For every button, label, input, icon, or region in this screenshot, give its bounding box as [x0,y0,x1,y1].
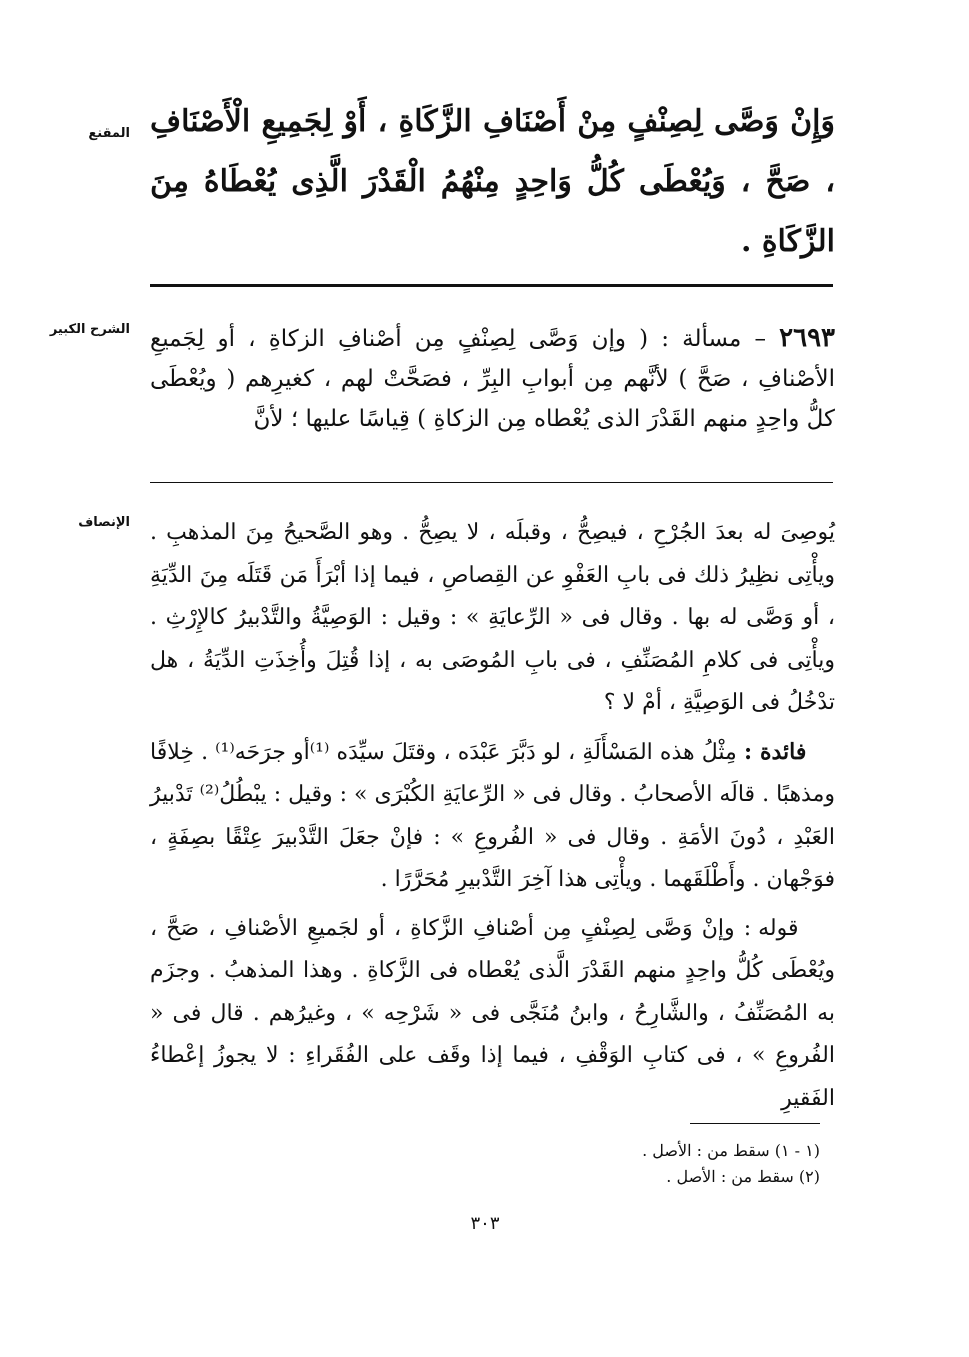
footnote-1: (١ - ١) سقط من : الأصل . [642,1141,820,1160]
faida-body: مِثْلُ هذه المَسْأَلَةِ ، لو دَبَّرَ عَبْدَه ، وقتَلَ سيِّدَه ⁽¹⁾أو جرَحَه⁽¹⁾ . خِلافًا ومذهبًا . قالَه الأصحابُ . وقال فى « الرِّعايَةِ الكُبْرَى » : وقيل : يبْطُلُ⁽²⁾ تَدْبيرُ العَبْدِ ، دُونَ الأمَةِ . وقال فى « الفُروعِ » : فإنْ جعَلَ التَّدْبيرَ عِتْقًا بصِفَةٍ ، فوَجْهان . وأَطْلَقَهما . ويأْتِى هذا آخِرَ التَّدْبيرِ مُحَرَّرًا . [150,739,836,892]
margin-label-muqni: المقنع [88,126,130,141]
matn-text: وَإِنْ وَصَّى لِصِنْفٍ مِنْ أَصْنَافِ الزَّكَاةِ ، أَوْ لِجَمِيعِ الْأَصْنَافِ ، صَحَّ ، وَيُعْطَى كُلُّ وَاحِدٍ مِنْهُمُ الْقَدْرَ الَّذِى يُعْطَاهُ مِنَ الزَّكَاةِ . [150,104,835,259]
insaf-paragraph-2 [150,731,835,902]
section-divider-thick [150,284,833,287]
sharh-text [150,318,835,439]
sharh-body: – مسألة : ( وإن وَصَّى لِصِنْفٍ مِن أصْنافِ الزكاةِ ، أو لِجَميعِ الأصْنافِ ، صَحَّ ) لأنَّهم مِن أبوابِ البِرِّ ، فصَحَّتْ لهم ، كغيرِهم ( ويُعْطَى كلُّ واحِدٍ منهم القَدْرَ الذى يُعْطاه مِن الزكاةِ ) قِياسًا عليها ؛ لأنَّ [150,326,835,432]
footnote-divider [690,1123,820,1124]
footnotes [400,1138,820,1190]
page-number: ٣٠٣ [470,1213,500,1234]
section-divider-thin [150,482,833,483]
footnote-2: (٢) سقط من : الأصل . [666,1167,820,1186]
qawluhu-body: قوله : وإنْ وَصَّى لِصِنْفٍ مِن أصْنافِ الزَّكاةِ ، أو لجَميعِ الأصْنافِ ، صَحَّ ، ويُعْطَى كُلُّ واحِدٍ منهم القَدْرَ الَّذى يُعْطاه فى الزَّكاةِ . وهذا المذهبُ . وجزَم به المُصَنِّفُ ، والشَّارِحُ ، وابنُ مُنَجَّى فى « شَرْحِه » ، وغيرُهم . قال فى « الفُروعِ » ، فى كتابِ الوَقْفِ ، فيما إذا وقَف على الفُقَراءِ : لا يجوزُ إعْطاءُ الفَقيرِ [150,915,835,1111]
insaf-text [150,512,835,1126]
faida-heading: فائدة : [744,738,807,765]
margin-label-insaf: الإنصاف [78,515,130,530]
margin-label-sharh: الشرح الكبير [49,322,130,337]
issue-number: ٢٦٩٣ [779,323,835,353]
insaf-paragraph-3 [150,908,835,1121]
insaf-paragraph-1: يُوصِىَ له بعدَ الجُرْحِ ، فيصِحُّ ، وقبلَه ، لا يصِحُّ . وهو الصَّحيحُ مِنَ المذهبِ . ويأْتِى نظِيرُ ذلك فى بابِ العَفْوِ عن القِصاصِ ، فيما إذا أبْرَأَ مَن قَتَلَه مِنَ الدِّيَةِ ، أو وَصَّى له بها . وقال فى « الرِّعايَةِ » : وقيل : الوَصِيَّةُ والتَّدْبيرُ كالإِرْثِ . ويأْتِى فى كلامِ المُصَنِّفِ ، فى بابِ المُوصَى به ، إذا قُتِلَ وأُخِذَتِ الدِّيَةُ ، هل تدْخُلُ فى الوَصِيَّةِ ، أمْ لا ؟ [150,520,835,715]
